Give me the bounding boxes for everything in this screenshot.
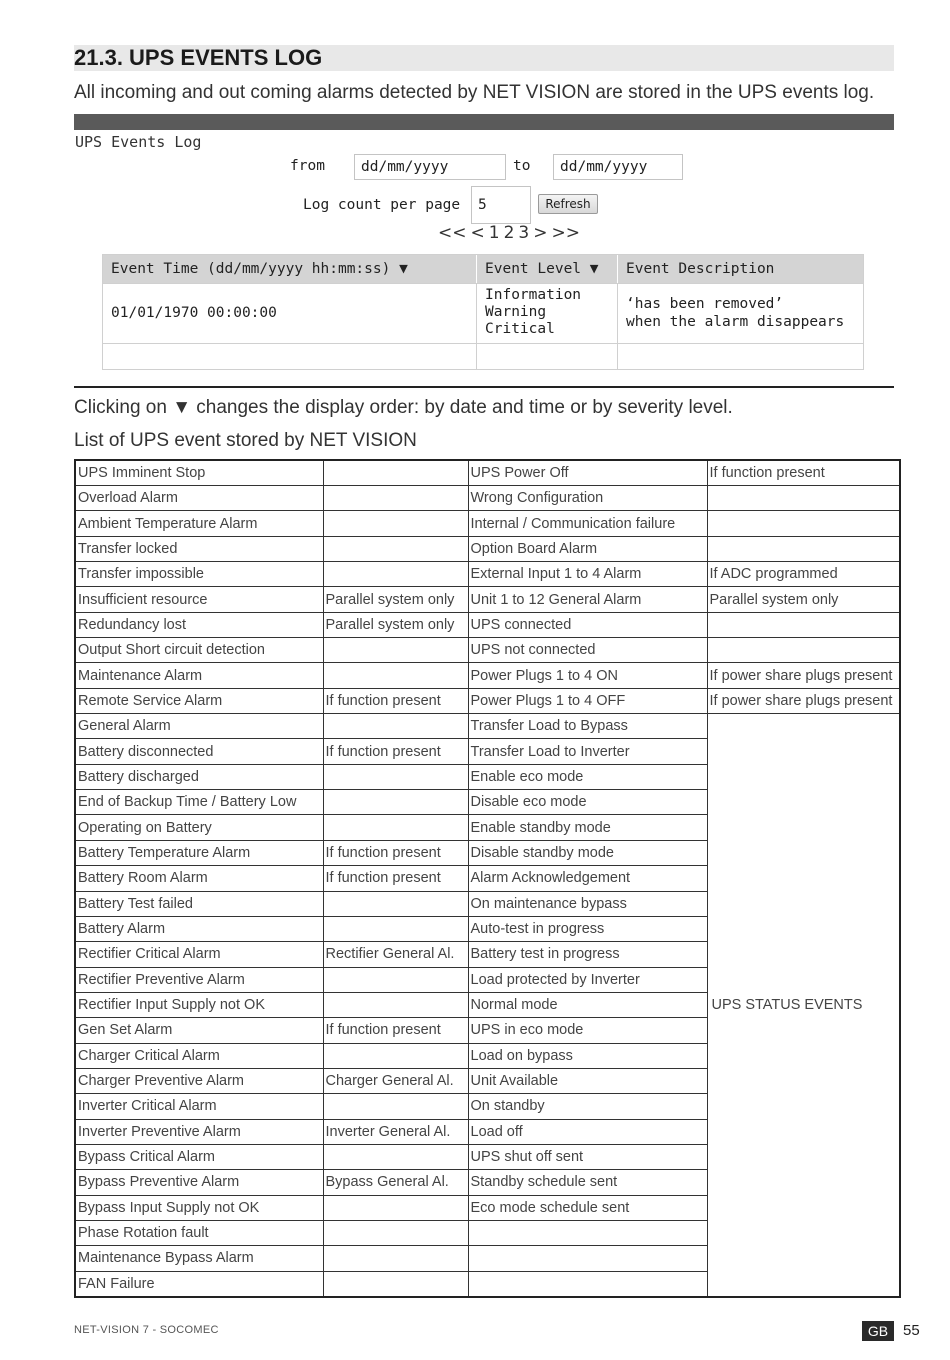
- event-name-cell: Internal / Communication failure: [468, 511, 707, 536]
- event-condition-cell: [323, 1271, 468, 1297]
- event-name-cell: Output Short circuit detection: [75, 638, 323, 663]
- event-name-cell: FAN Failure: [75, 1271, 323, 1297]
- ui-header-bar: [74, 114, 894, 130]
- status-event-cell: [468, 1220, 707, 1245]
- pager-page-3[interactable]: 3: [518, 223, 530, 243]
- event-condition-cell: [323, 1195, 468, 1220]
- event-condition-cell: Parallel system only: [323, 612, 468, 637]
- event-name-cell: Charger Preventive Alarm: [75, 1068, 323, 1093]
- event-name-cell: Inverter Preventive Alarm: [75, 1119, 323, 1144]
- event-name-cell: Option Board Alarm: [468, 536, 707, 561]
- event-time-cell: 01/01/1970 00:00:00: [103, 284, 477, 343]
- event-name-cell: Unit 1 to 12 General Alarm: [468, 587, 707, 612]
- event-condition-cell: If function present: [323, 866, 468, 891]
- event-condition-cell: If power share plugs present: [707, 663, 900, 688]
- event-name-cell: Phase Rotation fault: [75, 1220, 323, 1245]
- event-condition-cell: [707, 511, 900, 536]
- pager-page-1[interactable]: 1: [488, 223, 500, 243]
- event-name-cell: Insufficient resource: [75, 587, 323, 612]
- event-name-cell: UPS not connected: [468, 638, 707, 663]
- status-event-cell: [468, 1271, 707, 1297]
- intro-text: All incoming and out coming alarms detected by NET VISION are stored in the UPS events log.: [74, 82, 875, 103]
- event-condition-cell: [323, 638, 468, 663]
- event-condition-cell: If function present: [323, 1018, 468, 1043]
- event-name-cell: Battery Alarm: [75, 916, 323, 941]
- table-row-empty: [103, 343, 863, 369]
- event-name-cell: Bypass Input Supply not OK: [75, 1195, 323, 1220]
- event-condition-cell: If function present: [323, 739, 468, 764]
- event-name-cell: Gen Set Alarm: [75, 1018, 323, 1043]
- status-event-cell: Disable standby mode: [468, 840, 707, 865]
- table-row: [75, 536, 900, 561]
- event-condition-cell: [323, 1043, 468, 1068]
- level-information: Information: [485, 287, 582, 303]
- event-name-cell: End of Backup Time / Battery Low: [75, 790, 323, 815]
- col-event-time[interactable]: Event Time (dd/mm/yyyy hh:mm:ss) ▼: [103, 255, 477, 283]
- event-condition-cell: Parallel system only: [707, 587, 900, 612]
- empty-cell: [103, 344, 477, 369]
- empty-cell: [477, 344, 618, 369]
- section-title: 21.3. UPS EVENTS LOG: [74, 45, 894, 71]
- event-name-cell: Power Plugs 1 to 4 ON: [468, 663, 707, 688]
- status-event-cell: On standby: [468, 1094, 707, 1119]
- refresh-button[interactable]: Refresh: [538, 194, 598, 214]
- event-condition-cell: [323, 1094, 468, 1119]
- event-name-cell: Ambient Temperature Alarm: [75, 511, 323, 536]
- event-name-cell: Overload Alarm: [75, 486, 323, 511]
- ups-events-list-table: [74, 459, 901, 1298]
- page-number: 55: [903, 1322, 920, 1339]
- event-name-cell: Inverter Critical Alarm: [75, 1094, 323, 1119]
- event-condition-cell: [323, 1220, 468, 1245]
- event-condition-cell: [707, 486, 900, 511]
- ui-panel-title: UPS Events Log: [75, 133, 202, 151]
- language-badge: GB: [862, 1321, 894, 1341]
- status-event-cell: Load on bypass: [468, 1043, 707, 1068]
- event-condition-cell: If function present: [323, 688, 468, 713]
- event-condition-cell: Parallel system only: [323, 587, 468, 612]
- pager-page-2[interactable]: 2: [503, 223, 515, 243]
- event-condition-cell: [323, 815, 468, 840]
- event-name-cell: Bypass Critical Alarm: [75, 1144, 323, 1169]
- pager-first[interactable]: <<: [438, 223, 467, 243]
- event-name-cell: Rectifier Input Supply not OK: [75, 992, 323, 1017]
- event-condition-cell: Charger General Al.: [323, 1068, 468, 1093]
- event-name-cell: Battery Test failed: [75, 891, 323, 916]
- status-event-cell: [468, 1246, 707, 1271]
- status-event-cell: Standby schedule sent: [468, 1170, 707, 1195]
- table-row: [75, 587, 900, 612]
- status-event-cell: Enable eco mode: [468, 764, 707, 789]
- event-name-cell: UPS Power Off: [468, 460, 707, 486]
- event-name-cell: Maintenance Alarm: [75, 663, 323, 688]
- to-date-input[interactable]: dd/mm/yyyy: [553, 154, 683, 180]
- status-event-cell: Eco mode schedule sent: [468, 1195, 707, 1220]
- footer-product: NET-VISION 7 - SOCOMEC: [74, 1324, 219, 1336]
- pager-last[interactable]: >>: [551, 223, 580, 243]
- event-condition-cell: [323, 536, 468, 561]
- event-condition-cell: [323, 714, 468, 739]
- status-event-cell: On maintenance bypass: [468, 891, 707, 916]
- from-date-input[interactable]: dd/mm/yyyy: [354, 154, 506, 180]
- event-condition-cell: If function present: [707, 460, 900, 486]
- event-condition-cell: If ADC programmed: [707, 562, 900, 587]
- status-event-cell: Disable eco mode: [468, 790, 707, 815]
- log-count-input[interactable]: 5: [471, 186, 531, 224]
- table-row: [75, 486, 900, 511]
- table-row: [75, 562, 900, 587]
- event-name-cell: Battery discharged: [75, 764, 323, 789]
- event-description-cell: [618, 284, 863, 343]
- table-row: [75, 688, 900, 713]
- to-label: to: [513, 158, 531, 174]
- table-row: [75, 638, 900, 663]
- event-name-cell: Power Plugs 1 to 4 OFF: [468, 688, 707, 713]
- event-condition-cell: [323, 486, 468, 511]
- event-condition-cell: [707, 612, 900, 637]
- status-event-cell: Normal mode: [468, 992, 707, 1017]
- event-name-cell: Bypass Preventive Alarm: [75, 1170, 323, 1195]
- event-level-cell: [477, 284, 618, 343]
- event-condition-cell: [323, 891, 468, 916]
- status-event-cell: Transfer Load to Bypass: [468, 714, 707, 739]
- event-condition-cell: Bypass General Al.: [323, 1170, 468, 1195]
- table-row: [75, 612, 900, 637]
- table-row: [103, 283, 863, 343]
- event-condition-cell: [707, 536, 900, 561]
- table-row: [75, 714, 900, 739]
- col-event-description: Event Description: [626, 261, 775, 277]
- divider: [74, 386, 894, 388]
- status-event-cell: Alarm Acknowledgement: [468, 866, 707, 891]
- event-condition-cell: [323, 663, 468, 688]
- status-group-label: UPS STATUS EVENTS: [707, 714, 900, 1297]
- event-condition-cell: [323, 1246, 468, 1271]
- event-name-cell: Remote Service Alarm: [75, 688, 323, 713]
- log-count-label: Log count per page: [303, 197, 461, 213]
- event-name-cell: General Alarm: [75, 714, 323, 739]
- event-name-cell: External Input 1 to 4 Alarm: [468, 562, 707, 587]
- events-log-header: [103, 255, 863, 283]
- table-row: [75, 511, 900, 536]
- status-event-cell: Unit Available: [468, 1068, 707, 1093]
- event-name-cell: Transfer impossible: [75, 562, 323, 587]
- event-condition-cell: [323, 562, 468, 587]
- status-event-cell: Load off: [468, 1119, 707, 1144]
- list-title: List of UPS event stored by NET VISION: [74, 430, 417, 451]
- empty-cell: [618, 344, 863, 369]
- event-condition-cell: Inverter General Al.: [323, 1119, 468, 1144]
- status-event-cell: Auto-test in progress: [468, 916, 707, 941]
- event-condition-cell: [323, 1144, 468, 1169]
- event-name-cell: Wrong Configuration: [468, 486, 707, 511]
- event-condition-cell: [323, 511, 468, 536]
- event-name-cell: Operating on Battery: [75, 815, 323, 840]
- event-name-cell: UPS Imminent Stop: [75, 460, 323, 486]
- description-line-2: when the alarm disappears: [626, 314, 845, 330]
- status-event-cell: Enable standby mode: [468, 815, 707, 840]
- event-condition-cell: If power share plugs present: [707, 688, 900, 713]
- status-event-cell: Transfer Load to Inverter: [468, 739, 707, 764]
- event-condition-cell: If function present: [323, 840, 468, 865]
- status-event-cell: Load protected by Inverter: [468, 967, 707, 992]
- event-name-cell: Transfer locked: [75, 536, 323, 561]
- event-condition-cell: Rectifier General Al.: [323, 942, 468, 967]
- event-name-cell: Rectifier Preventive Alarm: [75, 967, 323, 992]
- status-event-cell: UPS shut off sent: [468, 1144, 707, 1169]
- event-name-cell: Battery Temperature Alarm: [75, 840, 323, 865]
- event-condition-cell: [323, 790, 468, 815]
- event-name-cell: Rectifier Critical Alarm: [75, 942, 323, 967]
- level-critical: Critical: [485, 321, 555, 337]
- event-name-cell: Maintenance Bypass Alarm: [75, 1246, 323, 1271]
- from-label: from: [290, 158, 325, 174]
- events-log-table: [102, 254, 864, 370]
- event-condition-cell: [323, 967, 468, 992]
- status-event-cell: Battery test in progress: [468, 942, 707, 967]
- status-event-cell: UPS in eco mode: [468, 1018, 707, 1043]
- description-line-1: ‘has been removed’: [626, 296, 784, 312]
- event-name-cell: Battery disconnected: [75, 739, 323, 764]
- event-condition-cell: [323, 460, 468, 486]
- event-condition-cell: [323, 992, 468, 1017]
- event-name-cell: Charger Critical Alarm: [75, 1043, 323, 1068]
- table-row: [75, 663, 900, 688]
- pagination: [438, 223, 584, 243]
- event-condition-cell: [323, 916, 468, 941]
- table-row: [75, 460, 900, 486]
- level-warning: Warning: [485, 304, 547, 320]
- event-condition-cell: [707, 638, 900, 663]
- event-condition-cell: [323, 764, 468, 789]
- sort-note: Clicking on ▼ changes the display order: by date and time or by severity level.: [74, 397, 733, 418]
- pager-prev[interactable]: <: [470, 223, 485, 243]
- event-name-cell: Redundancy lost: [75, 612, 323, 637]
- col-event-level[interactable]: Event Level ▼: [477, 255, 618, 283]
- pager-next[interactable]: >: [533, 223, 548, 243]
- event-name-cell: Battery Room Alarm: [75, 866, 323, 891]
- event-name-cell: UPS connected: [468, 612, 707, 637]
